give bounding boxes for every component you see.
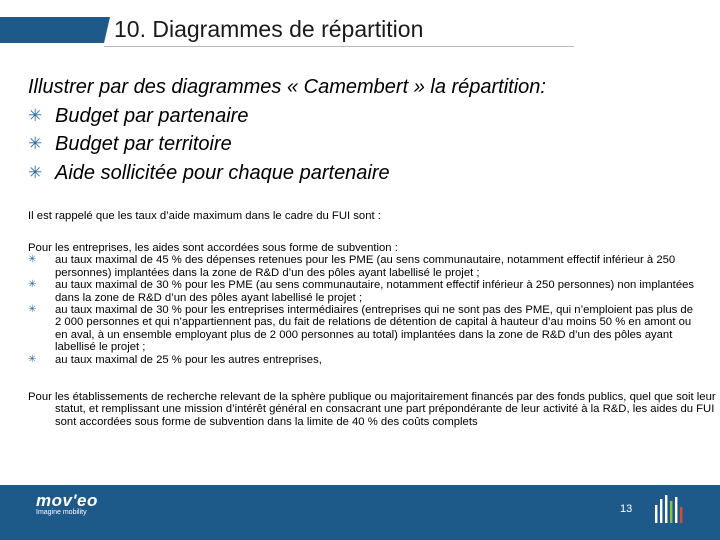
page-number: 13 <box>620 503 633 515</box>
moveo-logo <box>36 491 98 516</box>
enterprise-item <box>28 304 698 354</box>
title-divider <box>104 46 574 47</box>
enterprise-intro: Pour les entreprises, les aides sont accordées sous forme de subvention : <box>28 242 398 254</box>
research-paragraph: Pour les établissements de recherche relevant de la sphère publique ou majoritairement financés par des fonds publics, quel que soit leur statut, et remplissant une mission d’intérêt général en consacrant une part prépondérante de leur activité à la R&D, les aides du FUI sont accordées sous forme de subvention dans la limite de 40 % des coûts complets <box>28 391 716 428</box>
logo-tagline: Imagine mobility <box>36 509 87 516</box>
asterisk-bullet-icon: ✳ <box>28 134 43 153</box>
asterisk-bullet-icon: ✳ <box>28 162 43 182</box>
logo-name: mov'eo <box>36 491 98 510</box>
bar-chart-logo-icon <box>653 491 687 525</box>
asterisk-bullet-icon: ✳ <box>28 279 37 291</box>
enterprise-item <box>28 354 698 366</box>
enterprise-item-text: au taux maximal de 30 % pour les PME (au sens communautaire, notamment effectif inférieur à 250 personnes) non implantées dans la zone de R&D d’un des pôles ayant labellisé le projet ; <box>55 279 695 304</box>
asterisk-bullet-icon: ✳ <box>28 254 37 266</box>
asterisk-bullet-icon: ✳ <box>28 304 37 316</box>
title-accent-bar <box>0 17 104 43</box>
enterprise-item-text: au taux maximal de 30 % pour les entreprises intermédiaires (entreprises qui ne sont pas des PME, qui n’emploient pas plus de 2 000 personnes et qui n’appartiennent pas, du fait de relations de détention de capital à hauteur d’au moins 50 % en amont ou en aval, à un ensemble employant plus de 2 000 personnes au total) implantées dans la zone de R&D d’un des pôles ayant labellisé le projet ; <box>55 304 693 354</box>
aid-rate-note: Il est rappelé que les taux d’aide maximum dans le cadre du FUI sont : <box>28 210 381 222</box>
enterprise-item <box>28 254 698 279</box>
asterisk-bullet-icon: ✳ <box>28 353 37 365</box>
intro-text: Illustrer par des diagrammes « Camembert » la répartition: <box>28 76 546 98</box>
intro-bullet <box>28 102 698 131</box>
page-title: 10. Diagrammes de répartition <box>114 16 424 42</box>
intro-bullet-text: Budget par partenaire <box>55 104 249 127</box>
intro-bullet <box>28 130 698 159</box>
enterprise-item-text: au taux maximal de 45 % des dépenses retenues pour les PME (au sens communautaire, notamment effectif inférieur à 250 personnes) implantées dans la zone de R&D d’un des pôles ayant labellisé le projet ; <box>55 254 676 279</box>
enterprise-item <box>28 279 698 304</box>
intro-bullet-text: Budget par territoire <box>55 133 232 155</box>
footer-bar <box>0 485 720 540</box>
intro-block <box>28 73 698 187</box>
asterisk-bullet-icon: ✳ <box>28 105 43 125</box>
intro-bullet <box>28 159 698 188</box>
enterprise-item-text: au taux maximal de 25 % pour les autres entreprises, <box>55 353 322 366</box>
intro-bullet-text: Aide sollicitée pour chaque partenaire <box>55 161 390 184</box>
enterprise-section <box>28 242 698 366</box>
